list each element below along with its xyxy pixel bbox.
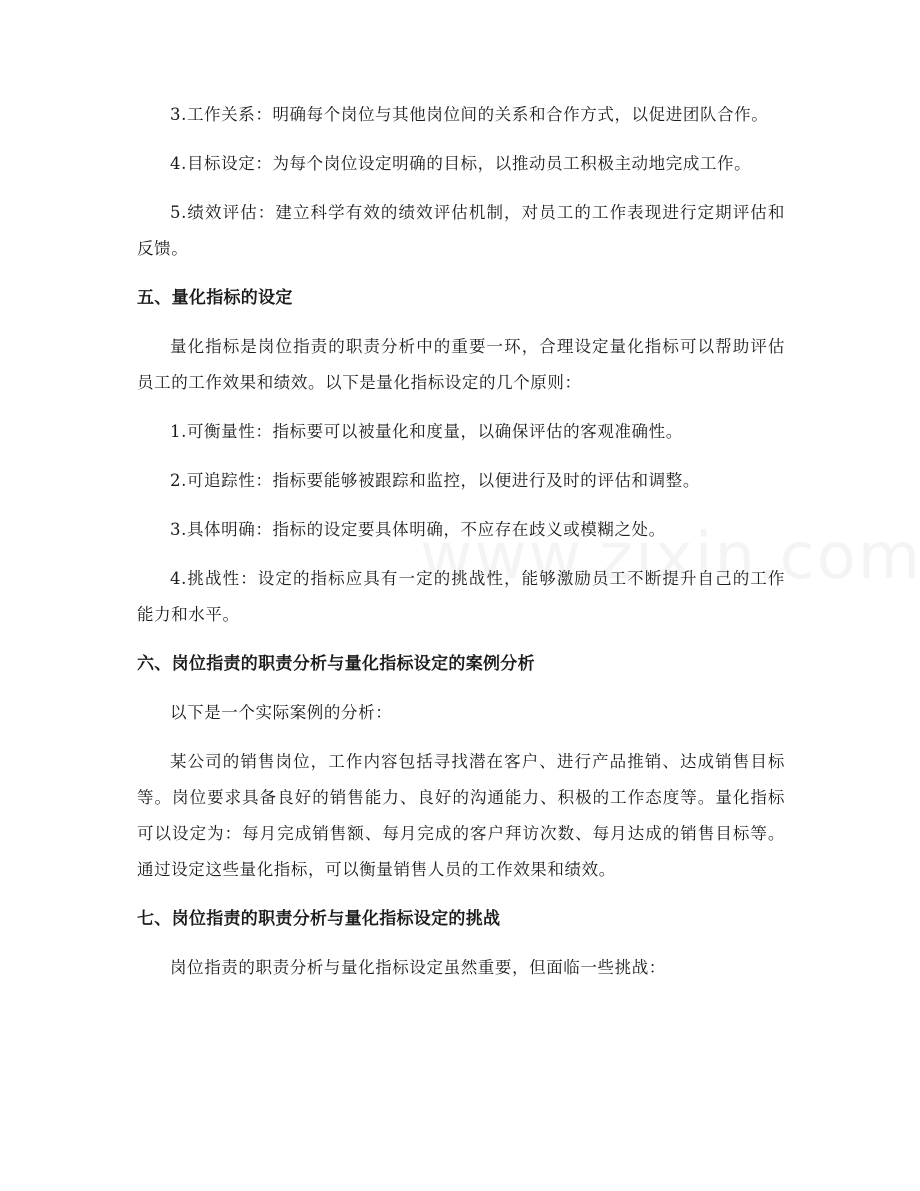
- paragraph-quant-intro: 量化指标是岗位指责的职责分析中的重要一环，合理设定量化指标可以帮助评估员工的工作效果和绩效。以下是量化指标设定的几个原则：: [137, 337, 785, 392]
- section-heading-7: 七、岗位指责的职责分析与量化指标设定的挑战: [137, 909, 501, 929]
- section-heading-6: 六、岗位指责的职责分析与量化指标设定的案例分析: [137, 654, 535, 674]
- paragraph-work-relations: 3.工作关系：明确每个岗位与其他岗位间的关系和合作方式，以促进团队合作。: [170, 105, 769, 124]
- section-heading-5: 五、量化指标的设定: [137, 288, 293, 308]
- paragraph-goal-setting: 4.目标设定：为每个岗位设定明确的目标，以推动员工积极主动地完成工作。: [170, 154, 752, 173]
- paragraph-traceability: 2.可追踪性：指标要能够被跟踪和监控，以便进行及时的评估和调整。: [170, 471, 700, 490]
- paragraph-performance-evaluation: 5.绩效评估：建立科学有效的绩效评估机制，对员工的工作表现进行定期评估和反馈。: [137, 203, 785, 258]
- paragraph-case-intro: 以下是一个实际案例的分析：: [170, 703, 393, 722]
- paragraph-challenge: 4.挑战性：设定的指标应具有一定的挑战性，能够激励员工不断提升自己的工作能力和水平。: [137, 569, 785, 624]
- paragraph-challenges-intro: 岗位指责的职责分析与量化指标设定虽然重要，但面临一些挑战：: [170, 958, 666, 977]
- paragraph-specificity: 3.具体明确：指标的设定要具体明确，不应存在歧义或模糊之处。: [170, 520, 666, 539]
- paragraph-case-sales: 某公司的销售岗位，工作内容包括寻找潜在客户、进行产品推销、达成销售目标等。岗位要求具备良好的销售能力、良好的沟通能力、积极的工作态度等。量化指标可以设定为：每月完成销售额、每月完成的客户拜访次数、每月达成的销售目标等。通过设定这些量化指标，可以衡量销售人员的工作效果和绩效。: [137, 752, 785, 879]
- document-page: [137, 97, 785, 999]
- paragraph-measurability: 1.可衡量性：指标要可以被量化和度量，以确保评估的客观准确性。: [170, 422, 683, 441]
